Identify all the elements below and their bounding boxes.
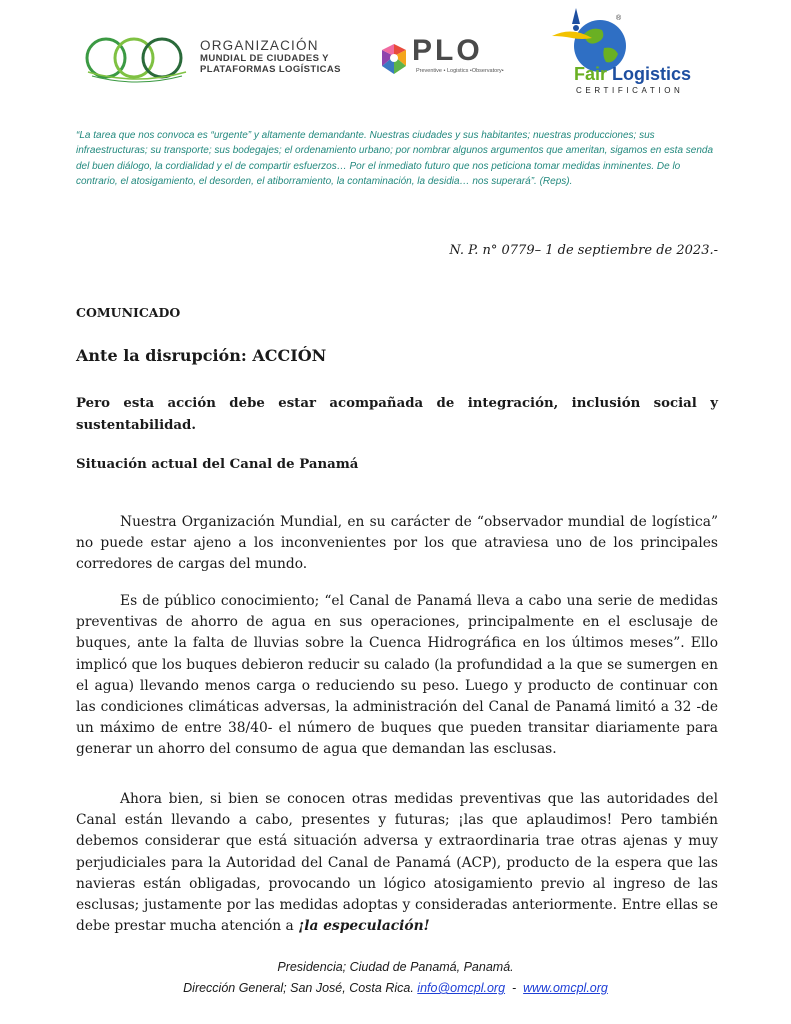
omc-line3: PLATAFORMAS LOGÍSTICAS	[200, 64, 341, 75]
omc-line2: MUNDIAL DE CIUDADES Y	[200, 53, 329, 64]
paragraph-3	[76, 789, 718, 937]
registered-mark: ®	[616, 15, 622, 22]
letterhead	[0, 0, 791, 110]
paragraph-3-text: Ahora bien, si bien se conocen otras medidas preventivas que las autoridades del Canal están llevando a cabo, presentes y futuras; ¡las que aplaudimos! Pero también debemos considerar que está situación adversa y extraordinaria trae otras ajenas y muy perjudiciales para la Autoridad del Canal de Panamá (ACP), producto de la espera que las navieras están obligadas, provocando un lógico atosigamiento previo al ingreso de las esclusas; justamente por las medidas adoptas y consideradas anteriormente. Entre ellas se debe prestar mucha atención a	[76, 791, 718, 935]
footer-line-2	[0, 978, 791, 999]
footer-line-1: Presidencia; Ciudad de Panamá, Panamá.	[277, 960, 514, 974]
certification-label: CERTIFICATION	[576, 86, 684, 95]
omc-line1: ORGANIZACIÓN	[200, 38, 319, 53]
paragraph-3-emphasis: ¡la especulación!	[298, 918, 430, 935]
paragraph-2: Es de público conocimiento; “el Canal de Panamá lleva a cabo una serie de medidas preventivas de ahorro de agua en sus operaciones, principalmente en el esclusaje de buques, ante la falta de lluvias sobre la Cuenca Hidrográfica en los últimos meses”. Ello implicó que los buques debieron reducir su calado (la profundidad a la que se sumergen en el agua) llevando menos carga o reduciendo su peso. Luego y producto de continuar con las condiciones climáticas adversas, la administración del Canal de Panamá limitó a 32 -de un máximo de entre 38/40- el número de buques que pueden transitar diariamente para generar un ahorro del consumo de agua que demandan las esclusas.	[76, 593, 718, 758]
omc-wordmark	[200, 38, 341, 75]
omc-rings-logo	[82, 28, 192, 88]
plo-wordmark: PLO	[412, 34, 483, 67]
press-note-date: N. P. n° 0779– 1 de septiembre de 2023.-	[449, 243, 718, 258]
fair-logistics-wordmark	[574, 64, 691, 85]
logistics-word: Logistics	[612, 64, 692, 84]
website-link[interactable]: www.omcpl.org	[523, 981, 608, 995]
footer	[0, 957, 791, 999]
paragraph-1: Nuestra Organización Mundial, en su carácter de “observador mundial de logística” no puede estar ajeno a los inconvenientes por los que atraviesa uno de los principales corredores de cargas del mundo.	[76, 514, 718, 573]
subtitle: Pero esta acción debe estar acompañada de integración, inclusión social y sustentabilidad.	[76, 396, 718, 433]
footer-separator: -	[511, 981, 517, 995]
epigraph-quote: “La tarea que nos convoca es “urgente” y altamente demandante. Nuestras ciudades y sus habitantes; nuestras producciones; sus infraestructuras; su transporte; sus bodegajes; el ordenamiento urbano; por nombrar algunos argumentos que ameritan, sigamos en esta senda del buen diálogo, la cordialidad y el de compartir esfuerzos… Por el inmediato futuro que nos peticiona tomar medidas inminentes. De lo contrario, el atosigamiento, el desorden, el atiborramiento, la contaminación, la desidia… nos superará”. (Reps).	[76, 130, 714, 188]
fair-word: Fair	[574, 64, 608, 84]
document-type-heading: COMUNICADO	[76, 305, 181, 320]
plo-tagline: Preventive • Logistics •Observatory•	[416, 68, 504, 74]
footer-address: Dirección General; San José, Costa Rica.	[183, 981, 414, 995]
section-heading: Situación actual del Canal de Panamá	[76, 457, 359, 472]
page-title: Ante la disrupción: ACCIÓN	[76, 346, 327, 365]
email-link[interactable]: info@omcpl.org	[417, 981, 506, 995]
